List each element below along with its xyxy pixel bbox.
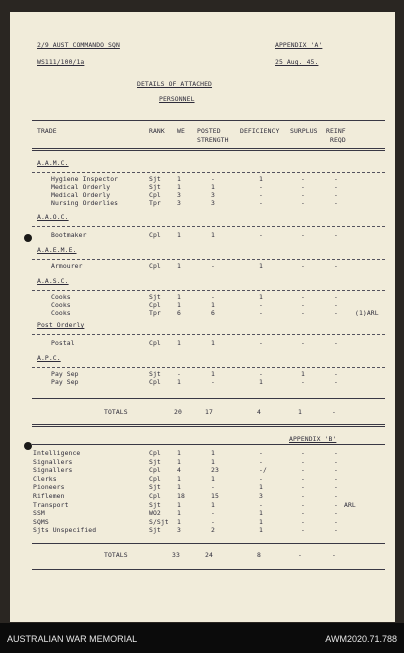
row-trade: Pay Sep	[51, 378, 79, 386]
row-reinf: -	[334, 309, 338, 317]
row-posted: 1	[211, 500, 215, 509]
row-posted: 1	[211, 457, 215, 466]
totals-a-reinf: -	[332, 408, 336, 416]
row-posted: 1	[211, 449, 215, 457]
reference-number: WS111/100/1a	[37, 58, 85, 66]
row-deficiency: 3	[259, 492, 263, 500]
row-trade: Bootmaker	[51, 231, 87, 239]
row-deficiency: -	[259, 370, 263, 378]
row-trade: Medical Orderly	[51, 183, 111, 191]
row-rank: Cpl	[149, 262, 161, 270]
totals-rule	[32, 398, 385, 399]
row-reinf: -	[334, 492, 338, 500]
row-rank: Sjt	[149, 293, 161, 301]
row-rank: Sjt	[149, 370, 161, 378]
row-rank: Sjt	[149, 500, 161, 509]
col-strength: STRENGTH	[197, 136, 229, 144]
row-we: 1	[177, 339, 181, 347]
row-rank: Sjt	[149, 183, 161, 191]
row-reinf: -	[334, 191, 338, 199]
row-surplus: -	[301, 526, 305, 535]
row-rank: WO2	[149, 509, 161, 518]
row-reinf: -	[334, 483, 338, 492]
row-reinf: -	[334, 500, 338, 509]
row-trade: Riflemen	[33, 492, 65, 500]
row-deficiency: -	[259, 449, 263, 457]
appendix-b-rule	[32, 444, 385, 445]
row-posted: -	[211, 509, 215, 518]
row-deficiency: -	[259, 301, 263, 309]
row-rank: Cpl	[149, 466, 161, 475]
row-surplus: -	[301, 378, 305, 386]
col-surplus: SURPLUS	[290, 127, 318, 135]
col-reinf: REINF	[326, 127, 346, 135]
row-posted: 1	[211, 231, 215, 239]
row-rank: Sjt	[149, 526, 161, 535]
totals-a-posted: 17	[205, 408, 213, 416]
row-we: 1	[177, 262, 181, 270]
row-reinf: -	[334, 509, 338, 518]
row-deficiency: 1	[259, 483, 263, 492]
row-reinf: -	[334, 183, 338, 191]
totals-b-posted: 24	[205, 551, 213, 559]
row-reinf: -	[334, 526, 338, 535]
row-posted: 3	[211, 199, 215, 207]
row-posted: 1	[211, 183, 215, 191]
col-posted: POSTED	[197, 127, 221, 135]
row-surplus: -	[301, 509, 305, 518]
totals-rule	[32, 424, 385, 425]
row-posted: 1	[211, 301, 215, 309]
section-divider	[32, 367, 385, 368]
row-rank: S/Sjt	[149, 517, 169, 526]
section-divider	[32, 334, 385, 335]
footer-accession: AWM2020.71.788	[325, 634, 397, 644]
row-we: 1	[177, 183, 181, 191]
totals-rule	[32, 569, 385, 570]
row-deficiency: 1	[259, 378, 263, 386]
row-trade: Pioneers	[33, 483, 65, 492]
row-deficiency: -	[259, 500, 263, 509]
row-surplus: -	[301, 449, 305, 457]
row-reinf: -	[334, 199, 338, 207]
appendix-a-label: APPENDIX 'A'	[275, 41, 323, 49]
row-surplus: -	[301, 199, 305, 207]
row-surplus: 1	[301, 370, 305, 378]
row-trade: SSM	[33, 509, 45, 518]
totals-b-we: 33	[172, 551, 180, 559]
row-surplus: -	[301, 231, 305, 239]
totals-b-deficiency: 8	[257, 551, 261, 559]
row-posted: 1	[211, 474, 215, 483]
section-heading: A.A.S.C.	[37, 277, 69, 285]
row-posted: 23	[211, 466, 219, 475]
row-trade: Postal	[51, 339, 75, 347]
row-trade: Signallers	[33, 457, 73, 466]
totals-b-reinf: -	[332, 551, 336, 559]
row-reinf: -	[334, 466, 338, 475]
row-deficiency: -/	[259, 466, 267, 475]
row-trade: Nursing Orderlies	[51, 199, 119, 207]
row-rank: Sjt	[149, 483, 161, 492]
row-we: 1	[177, 474, 181, 483]
row-surplus: -	[301, 466, 305, 475]
totals-a-label: TOTALS	[104, 408, 128, 416]
row-note: (1)ARL	[355, 309, 379, 317]
row-posted: -	[211, 378, 215, 386]
row-trade: Signallers	[33, 466, 73, 475]
row-trade: Sjts Unspecified	[33, 526, 97, 535]
punch-hole	[24, 234, 32, 242]
row-surplus: -	[301, 262, 305, 270]
row-we: 1	[177, 231, 181, 239]
header-rule	[32, 150, 385, 151]
row-deficiency: 1	[259, 517, 263, 526]
col-we: WE	[177, 127, 185, 135]
section-heading: A.P.C.	[37, 354, 61, 362]
row-trade: Cooks	[51, 309, 71, 317]
row-reinf: -	[334, 175, 338, 183]
row-surplus: -	[301, 293, 305, 301]
row-rank: Tpr	[149, 199, 161, 207]
row-posted: -	[211, 175, 215, 183]
col-deficiency: DEFICIENCY	[240, 127, 280, 135]
row-trade: Clerks	[33, 474, 57, 483]
unit-name: 2/9 AUST COMMANDO SQN	[37, 41, 120, 49]
row-trade: Transport	[33, 500, 69, 509]
row-deficiency: 1	[259, 526, 263, 535]
totals-a-surplus: 1	[298, 408, 302, 416]
row-we: 1	[177, 293, 181, 301]
section-divider	[32, 172, 385, 173]
section-divider	[32, 226, 385, 227]
totals-rule	[32, 426, 385, 427]
row-posted: 6	[211, 309, 215, 317]
row-we: 1	[177, 378, 181, 386]
section-heading: A.A.E.M.E.	[37, 246, 77, 254]
totals-b-surplus: -	[298, 551, 302, 559]
row-deficiency: 1	[259, 175, 263, 183]
appendix-b-label: APPENDIX 'B'	[289, 435, 337, 443]
row-we: 1	[177, 457, 181, 466]
row-trade: Cooks	[51, 301, 71, 309]
row-posted: -	[211, 293, 215, 301]
row-deficiency: -	[259, 457, 263, 466]
row-surplus: -	[301, 309, 305, 317]
row-rank: Tpr	[149, 309, 161, 317]
row-trade: Intelligence	[33, 449, 81, 457]
col-reqd: REQD	[330, 136, 346, 144]
footer-source: AUSTRALIAN WAR MEMORIAL	[7, 634, 138, 644]
row-we: 1	[177, 175, 181, 183]
row-trade: Cooks	[51, 293, 71, 301]
row-reinf: -	[334, 301, 338, 309]
row-reinf: -	[334, 293, 338, 301]
row-surplus: -	[301, 483, 305, 492]
row-trade: Medical Orderly	[51, 191, 111, 199]
section-heading: A.A.M.C.	[37, 159, 69, 167]
row-we: 4	[177, 466, 181, 475]
row-posted: 1	[211, 370, 215, 378]
row-surplus: -	[301, 474, 305, 483]
row-rank: Cpl	[149, 492, 161, 500]
row-deficiency: -	[259, 474, 263, 483]
row-we: 1	[177, 517, 181, 526]
row-we: 3	[177, 191, 181, 199]
row-trade: Hygiene Inspector	[51, 175, 119, 183]
row-rank: Cpl	[149, 449, 161, 457]
row-reinf: -	[334, 370, 338, 378]
row-we: 1	[177, 500, 181, 509]
row-surplus: -	[301, 457, 305, 466]
row-rank: Cpl	[149, 191, 161, 199]
row-we: 1	[177, 509, 181, 518]
row-rank: Cpl	[149, 378, 161, 386]
row-rank: Cpl	[149, 339, 161, 347]
row-rank: Cpl	[149, 231, 161, 239]
row-reinf: -	[334, 517, 338, 526]
section-heading: A.A.O.C.	[37, 213, 69, 221]
punch-hole	[24, 442, 32, 450]
row-rank: Sjt	[149, 457, 161, 466]
row-trade: SQMS	[33, 517, 49, 526]
row-note: ARL	[344, 500, 356, 509]
row-surplus: -	[301, 517, 305, 526]
row-deficiency: -	[259, 199, 263, 207]
row-reinf: -	[334, 262, 338, 270]
row-posted: 2	[211, 526, 215, 535]
row-deficiency: 1	[259, 262, 263, 270]
row-posted: 3	[211, 191, 215, 199]
row-reinf: -	[334, 449, 338, 457]
header-rule	[32, 148, 385, 149]
row-trade: Pay Sep	[51, 370, 79, 378]
row-surplus: -	[301, 492, 305, 500]
row-posted: 15	[211, 492, 219, 500]
row-deficiency: 1	[259, 293, 263, 301]
row-we: 1	[177, 483, 181, 492]
row-posted: -	[211, 517, 215, 526]
section-heading: Post Orderly	[37, 321, 85, 329]
row-reinf: -	[334, 231, 338, 239]
row-posted: -	[211, 262, 215, 270]
totals-a-deficiency: 4	[257, 408, 261, 416]
row-surplus: -	[301, 175, 305, 183]
row-deficiency: -	[259, 183, 263, 191]
row-posted: -	[211, 483, 215, 492]
row-rank: Cpl	[149, 301, 161, 309]
totals-a-we: 20	[174, 408, 182, 416]
row-surplus: -	[301, 183, 305, 191]
row-reinf: -	[334, 378, 338, 386]
section-divider	[32, 290, 385, 291]
totals-b-label: TOTALS	[104, 551, 128, 559]
row-we: 18	[177, 492, 185, 500]
row-rank: Sjt	[149, 175, 161, 183]
col-trade: TRADE	[37, 127, 57, 135]
document-subtitle: PERSONNEL	[159, 95, 195, 103]
row-surplus: -	[301, 191, 305, 199]
row-surplus: -	[301, 301, 305, 309]
row-reinf: -	[334, 339, 338, 347]
row-deficiency: -	[259, 339, 263, 347]
row-trade: Armourer	[51, 262, 83, 270]
document-date: 25 Aug. 45.	[275, 58, 319, 66]
row-rank: Cpl	[149, 474, 161, 483]
totals-rule	[32, 543, 385, 544]
row-posted: 1	[211, 339, 215, 347]
footer-bar	[0, 623, 404, 653]
header-rule	[32, 120, 385, 121]
row-reinf: -	[334, 457, 338, 466]
section-divider	[32, 259, 385, 260]
row-deficiency: -	[259, 309, 263, 317]
row-deficiency: 1	[259, 509, 263, 518]
col-rank: RANK	[149, 127, 165, 135]
row-reinf: -	[334, 474, 338, 483]
row-we: 3	[177, 199, 181, 207]
row-surplus: -	[301, 500, 305, 509]
row-we: -	[177, 370, 181, 378]
row-we: 1	[177, 449, 181, 457]
row-deficiency: -	[259, 191, 263, 199]
row-deficiency: -	[259, 231, 263, 239]
row-surplus: -	[301, 339, 305, 347]
row-we: 3	[177, 526, 181, 535]
row-we: 1	[177, 301, 181, 309]
document-title: DETAILS OF ATTACHED	[137, 80, 213, 88]
row-we: 6	[177, 309, 181, 317]
